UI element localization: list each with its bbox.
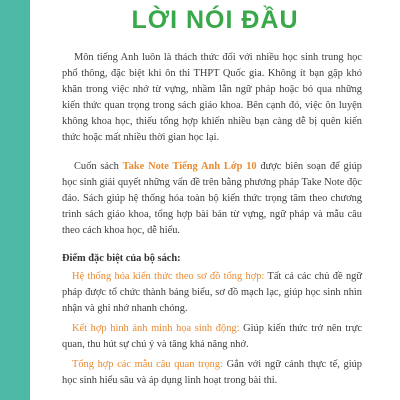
feature-label: Hệ thống hóa kiến thức theo sơ đồ tổng hợp: bbox=[72, 271, 265, 282]
feature-text: Tất cả các chủ đề ngữ pháp được tổ chức thành bảng biểu, sơ đồ mạch lạc, giúp học sinh nhìn nhận và ghi nhớ nhanh chóng. bbox=[62, 271, 362, 314]
feature-label: Kết hợp hình ảnh minh họa sinh động: bbox=[72, 323, 240, 334]
side-color-band bbox=[0, 0, 30, 400]
book-title: Take Note Tiếng Anh Lớp 10 bbox=[122, 161, 257, 172]
feature-text: Gắn với ngữ cảnh thực tế, giúp học sinh hiểu sâu và áp dụng linh hoạt trong bài thi. bbox=[62, 359, 362, 386]
intro-paragraph-2-prefix: Cuốn sách bbox=[74, 161, 123, 172]
feature-item bbox=[62, 321, 362, 353]
feature-label: Tổng hợp các mẫu câu quan trọng: bbox=[72, 359, 223, 370]
feature-text: Giúp kiến thức trở nên trực quan, thu hút sự chú ý và tăng khả năng nhớ. bbox=[62, 323, 362, 350]
features-heading: Điểm đặc biệt của bộ sách: bbox=[62, 253, 181, 264]
page-content bbox=[62, 50, 362, 393]
feature-item bbox=[62, 269, 362, 317]
intro-paragraph-2 bbox=[62, 159, 362, 239]
intro-paragraph-2-suffix: được biên soạn để giúp học sinh giải quyết những vấn đề trên bằng phương pháp Take Note độc đáo. Sách giúp hệ thống hóa toàn bộ kiến thức trọng tâm theo chương trình sách giáo khoa, tổng hợp bài bản từ vựng, ngữ pháp và mẫu câu theo cách khoa học, dễ hiểu. bbox=[62, 161, 362, 236]
feature-item bbox=[62, 357, 362, 389]
intro-paragraph-1: Môn tiếng Anh luôn là thách thức đối với nhiều học sinh trung học phổ thông, đặc biệt khi ôn thi THPT Quốc gia. Không ít bạn gặp khó khăn trong việc nhớ từ vựng, nhầm lẫn ngữ pháp hoặc bỏ qua những kiến thức quan trọng trong sách giáo khoa. Bên cạnh đó, việc ôn luyện không khoa học, thiếu tổng hợp khiến nhiều bạn càng dễ bị quên kiến thức hoặc mất nhiều thời gian học lại. bbox=[62, 52, 362, 143]
page-title: LỜI NÓI ĐẦU bbox=[131, 6, 299, 34]
